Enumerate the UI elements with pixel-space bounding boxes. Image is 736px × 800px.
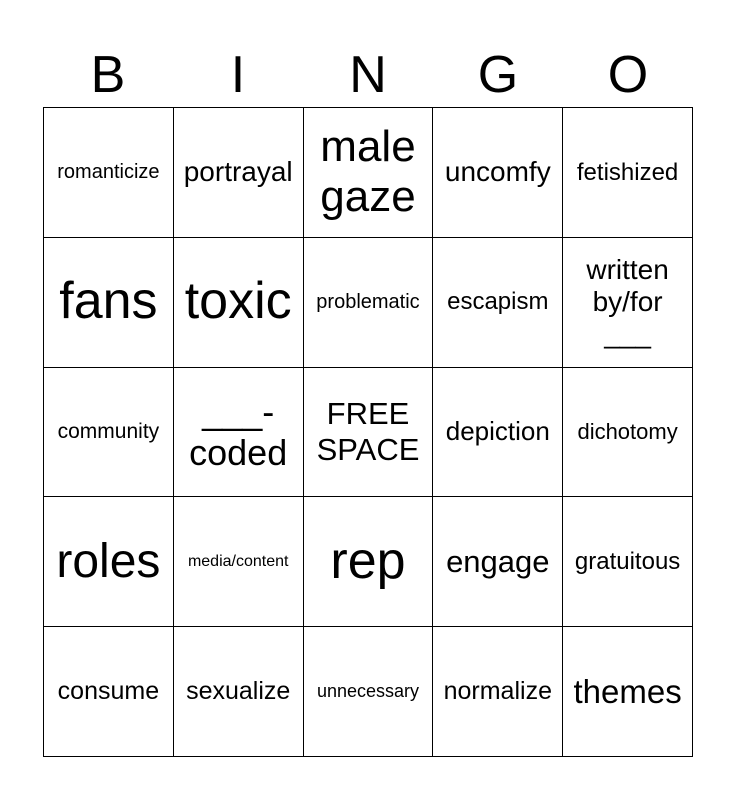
bingo-cell[interactable]: normalize — [433, 627, 563, 757]
bingo-cell[interactable]: engage — [433, 497, 563, 627]
bingo-cell[interactable]: gratuitous — [563, 497, 693, 627]
bingo-cell[interactable]: problematic — [304, 238, 434, 368]
bingo-card-grid — [43, 107, 693, 757]
bingo-cell[interactable]: fans — [44, 238, 174, 368]
header-letter-b: B — [90, 46, 126, 104]
bingo-cell[interactable]: escapism — [433, 238, 563, 368]
bingo-cell[interactable]: roles — [44, 497, 174, 627]
bingo-cell[interactable]: uncomfy — [433, 108, 563, 238]
header-letter-i: I — [230, 46, 246, 104]
bingo-cell[interactable]: portrayal — [174, 108, 304, 238]
header-letter-n: N — [349, 46, 387, 104]
bingo-cell[interactable]: ___-coded — [174, 368, 304, 498]
bingo-cell[interactable]: themes — [563, 627, 693, 757]
bingo-cell[interactable]: media/content — [174, 497, 304, 627]
bingo-cell[interactable]: romanticize — [44, 108, 174, 238]
bingo-cell[interactable]: sexualize — [174, 627, 304, 757]
bingo-cell[interactable]: toxic — [174, 238, 304, 368]
bingo-cell[interactable]: fetishized — [563, 108, 693, 238]
free-space-cell[interactable]: FREE SPACE — [304, 368, 434, 498]
header-letter-g: G — [477, 46, 519, 104]
bingo-header — [43, 44, 693, 106]
bingo-cell[interactable]: written by/for ___ — [563, 238, 693, 368]
bingo-cell[interactable]: rep — [304, 497, 434, 627]
bingo-cell[interactable]: unnecessary — [304, 627, 434, 757]
bingo-cell[interactable]: consume — [44, 627, 174, 757]
bingo-cell[interactable]: male gaze — [304, 108, 434, 238]
bingo-cell[interactable]: depiction — [433, 368, 563, 498]
bingo-cell[interactable]: community — [44, 368, 174, 498]
bingo-cell[interactable]: dichotomy — [563, 368, 693, 498]
header-letter-o: O — [607, 46, 649, 104]
